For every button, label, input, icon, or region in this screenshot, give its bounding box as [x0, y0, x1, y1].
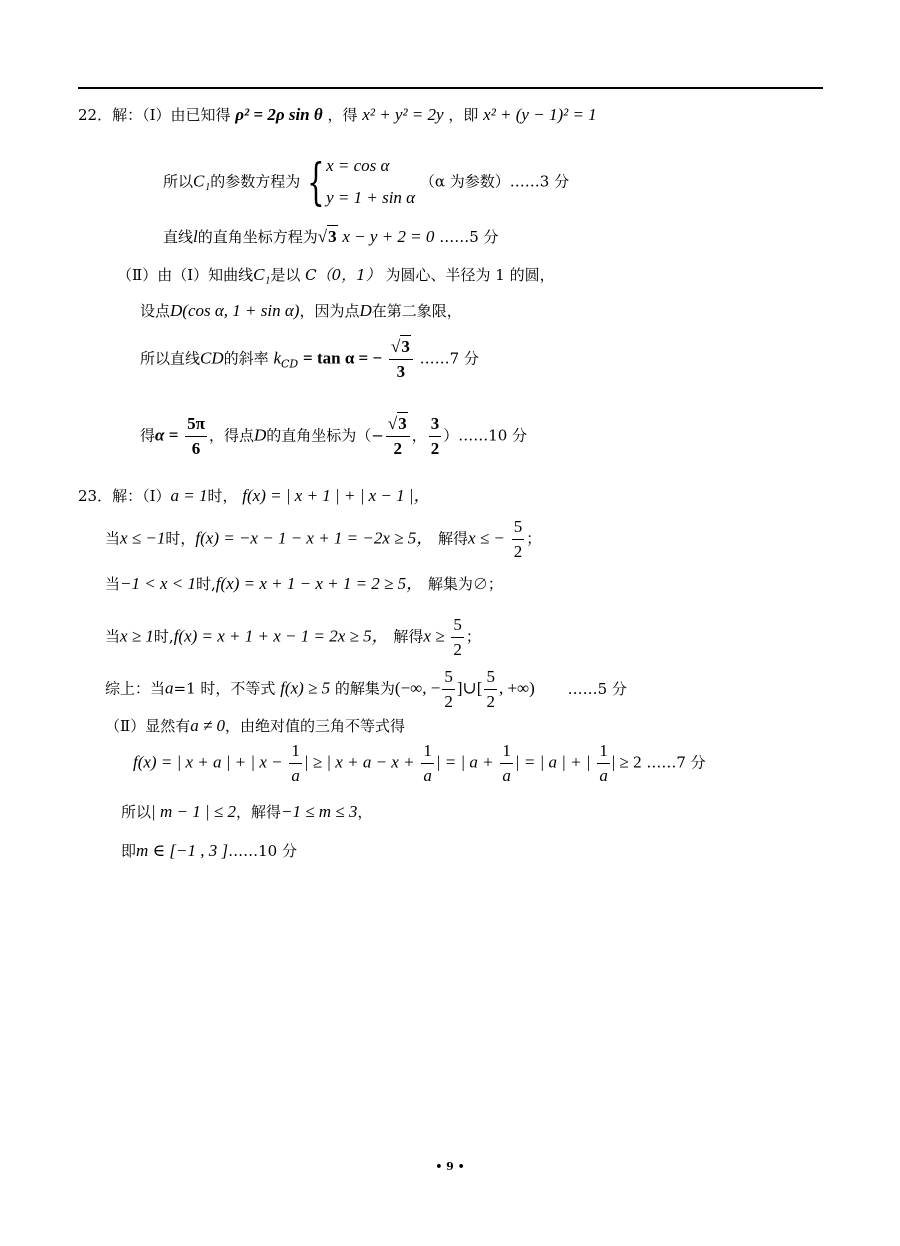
p23-case1: [105, 518, 541, 561]
case-condition: x ≤ −1: [120, 528, 166, 548]
ineq-part: | = | a | + |: [514, 752, 591, 772]
a-nonzero: a ≠ 0: [190, 716, 226, 735]
frac-5pi-over-6: [185, 415, 207, 458]
num: 1: [500, 742, 513, 764]
text: ；: [526, 529, 542, 548]
den: a: [291, 765, 300, 785]
score-5: ……5 分: [567, 679, 627, 698]
p23-case3: [105, 616, 481, 659]
slope-eq: = tan α = −: [303, 348, 383, 368]
k: k: [273, 348, 281, 368]
case-solution: x ≥: [423, 626, 445, 646]
point-d-label: D: [359, 301, 372, 320]
m-inequality: | m − 1 | ≤ 2: [151, 802, 236, 821]
text: 当: [105, 575, 121, 593]
point-d: D(cos α, 1 + sin α): [170, 301, 300, 320]
k-subscript: CD: [280, 357, 299, 371]
den: 6: [191, 438, 201, 458]
text: ，由绝对值的三角不等式得: [225, 717, 406, 735]
frac-1-over-a: [597, 742, 610, 785]
text: 即: [121, 842, 137, 860]
num: 1: [597, 742, 610, 764]
cartesian-equation: x² + y² = 2y: [362, 105, 444, 124]
text: ，得: [327, 106, 358, 124]
line-l: l: [193, 227, 198, 246]
text: 为圆心、半径为 1 的圆，: [385, 266, 555, 284]
param-x: x = cos α: [326, 156, 390, 175]
text: 在第二象限，: [371, 302, 462, 320]
text: 所以: [121, 803, 152, 821]
num: 5: [451, 616, 464, 638]
text: 时，: [165, 529, 196, 548]
ineq-part: | = | a +: [435, 752, 494, 772]
p23-final: [121, 842, 297, 859]
frac-1-over-a: [500, 742, 513, 785]
den: 2: [513, 541, 523, 561]
inequality: f(x) ≥ 5: [280, 678, 331, 698]
text: 当: [105, 529, 121, 548]
p23-m-range: [121, 803, 372, 820]
point-d-label: D: [253, 425, 267, 445]
sqrt-sign: √: [317, 227, 328, 246]
text: 设点: [140, 302, 171, 320]
sqrt-3: 3: [328, 227, 337, 246]
text: 所以: [163, 172, 194, 191]
a-equals-1: a = 1: [170, 486, 208, 505]
num: 5: [442, 668, 455, 690]
p22-setD: [140, 302, 462, 319]
text: 得: [140, 426, 156, 445]
text: 解得: [438, 529, 469, 548]
set-part: (−∞, −: [394, 678, 441, 698]
text: 直线: [163, 228, 194, 246]
p22-param-line: [163, 150, 569, 215]
num: 3: [429, 415, 442, 437]
case-solution: x ≤ −: [468, 528, 505, 548]
text: 时,: [195, 575, 216, 593]
m-range: −1 ≤ m ≤ 3: [280, 802, 358, 821]
score-7: ……7 分: [419, 349, 479, 368]
alpha-eq: α =: [155, 425, 179, 445]
den: a: [423, 765, 432, 785]
a: a: [165, 678, 174, 698]
den: 2: [453, 639, 462, 659]
case-condition: −1 < x < 1: [120, 574, 196, 593]
text: 的解集为: [334, 679, 395, 698]
ineq-part: | ≥ 2: [611, 752, 642, 772]
p22-part2: [117, 266, 555, 283]
text: =1 时，不等式: [173, 679, 276, 698]
brace: {: [307, 153, 325, 212]
p23-summary: [105, 668, 627, 711]
text: 时，: [207, 487, 238, 505]
score-5: ……5 分: [439, 228, 499, 246]
line-cd: CD: [200, 348, 224, 368]
ineq-part: | ≥ | x + a − x +: [303, 752, 415, 772]
text: 时,: [153, 627, 174, 646]
text: （Ⅱ）显然有: [105, 717, 191, 735]
num: 3: [398, 414, 407, 433]
case-equation: f(x) = x + 1 − x + 1 = 2 ≥ 5，: [215, 574, 424, 593]
p23-line1: [78, 487, 431, 504]
num: 5π: [185, 415, 207, 437]
p22-slope: [140, 338, 479, 381]
frac-5-over-2: [512, 518, 525, 561]
text: ，: [357, 803, 373, 821]
p23-heading: 23．解：（Ⅰ）: [78, 487, 171, 505]
p22-line-eq: [163, 228, 499, 245]
den: 2: [444, 691, 453, 711]
polar-equation: ρ² = 2ρ sin θ: [235, 105, 323, 124]
p22-heading: 22．解：（Ⅰ）由已知得: [78, 106, 231, 124]
set-part: , +∞): [498, 678, 535, 698]
text: 解集为∅；: [427, 575, 503, 593]
text: 的直角坐标为（−: [266, 426, 384, 445]
fx-definition: f(x) = | x + 1 | + | x − 1 |，: [242, 486, 431, 505]
param-system: [326, 150, 415, 215]
den: a: [599, 765, 608, 785]
text: （Ⅱ）由（Ⅰ）知曲线: [117, 266, 254, 284]
den: 2: [486, 691, 495, 711]
final-answer: m ∈ [−1 , 3 ]: [136, 841, 229, 860]
frac-5-over-2: [484, 668, 497, 711]
text: ；: [465, 627, 481, 646]
text: 的斜率: [223, 349, 269, 368]
case-equation: f(x) = x + 1 + x − 1 = 2x ≥ 5，: [173, 626, 389, 646]
center-point: C（0，1）: [305, 266, 381, 284]
frac-3-over-2: [429, 415, 442, 458]
num: 1: [421, 742, 434, 764]
num: 1: [289, 742, 302, 764]
text: 是以: [270, 266, 301, 284]
frac-5-over-2: [451, 616, 464, 659]
circle-equation: x² + (y − 1)² = 1: [483, 105, 597, 124]
curve-c1: C₁: [193, 171, 211, 191]
top-rule: [78, 87, 823, 89]
score-10: ……10 分: [228, 842, 297, 860]
p23-triangle-ineq: [133, 742, 706, 785]
param-note: （α 为参数）……3 分: [419, 172, 570, 191]
set-part: ]∪[: [456, 678, 483, 698]
case-condition: x ≥ 1: [120, 626, 154, 646]
text: ，: [411, 426, 427, 445]
p22-line1: [78, 106, 597, 123]
text: 所以直线: [140, 349, 201, 368]
frac-5-over-2: [442, 668, 455, 711]
text: ，即: [448, 106, 479, 124]
score-10: ）……10 分: [443, 426, 528, 445]
param-y: y = 1 + sin α: [326, 188, 416, 208]
p23-case2: [105, 575, 503, 592]
den: 2: [393, 438, 403, 458]
page-number: • 9 •: [435, 1160, 465, 1173]
frac-1-over-a: [289, 742, 302, 785]
text: 综上：当: [105, 679, 166, 698]
den: 3: [396, 361, 406, 381]
ineq-part: f(x) = | x + a | + | x −: [133, 752, 283, 772]
text: 的直角坐标方程为: [197, 228, 318, 246]
case-equation: f(x) = −x − 1 − x + 1 = −2x ≥ 5，: [195, 528, 434, 548]
text: ，解得: [235, 803, 281, 821]
frac-sqrt3-over-2: $\frac{√3}{2}$: [386, 415, 410, 458]
text: 解得: [393, 627, 424, 646]
num: 5: [512, 518, 525, 540]
curve-c1: C₁: [253, 265, 271, 284]
text: ，得点: [208, 426, 254, 445]
num: 3: [401, 337, 410, 356]
num: 5: [484, 668, 497, 690]
p23-part2: [105, 717, 405, 734]
den: 2: [430, 438, 440, 458]
p22-alpha: [140, 415, 527, 458]
line-equation: x − y + 2 = 0: [342, 227, 435, 246]
text: 的参数方程为: [210, 172, 301, 191]
frac-1-over-a: [421, 742, 434, 785]
text: 当: [105, 627, 121, 646]
score-7: ……7 分: [646, 753, 706, 772]
frac-sqrt3-over-3: $\frac{√3}{3}$: [389, 338, 413, 381]
den: a: [502, 765, 511, 785]
text: ，因为点: [299, 302, 360, 320]
